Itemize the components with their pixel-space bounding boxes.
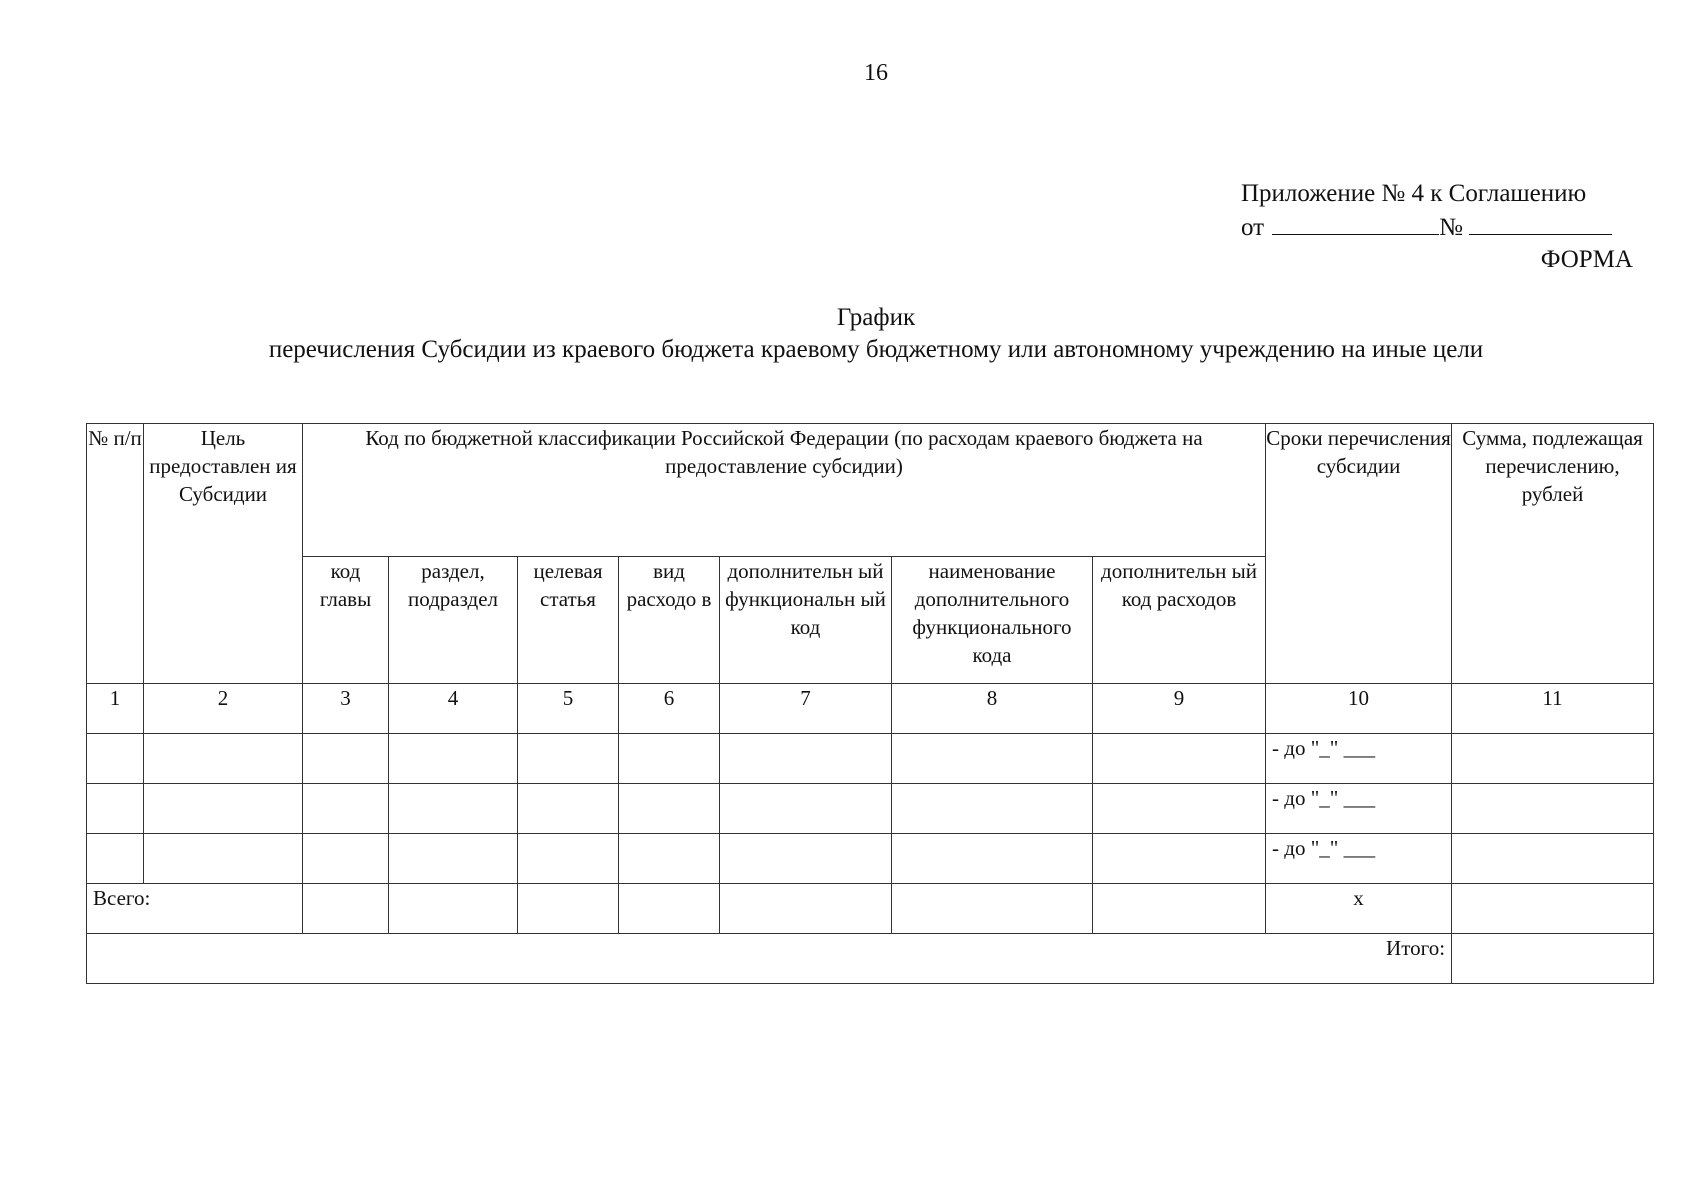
- header-chapter-code: код главы: [303, 557, 389, 684]
- cell: [389, 884, 518, 934]
- cell: [1452, 834, 1654, 884]
- cell: [720, 784, 892, 834]
- cell: [303, 834, 389, 884]
- total-label: Всего:: [87, 884, 303, 934]
- cell: [303, 884, 389, 934]
- appendix-title: Приложение № 4 к Соглашению: [1241, 180, 1587, 207]
- form-label: ФОРМА: [1540, 246, 1633, 273]
- cell: [619, 834, 720, 884]
- grand-total-amount-cell: [1452, 934, 1654, 984]
- cell: [720, 884, 892, 934]
- cell: [87, 834, 144, 884]
- total-row: [87, 884, 1654, 934]
- agreement-date-label: от: [1241, 214, 1265, 241]
- cell: [144, 784, 303, 834]
- cell: [144, 734, 303, 784]
- column-number: 9: [1093, 684, 1266, 734]
- cell: [87, 734, 144, 784]
- header-target-article: целевая статья: [518, 557, 619, 684]
- cell: [303, 734, 389, 784]
- column-number: 3: [303, 684, 389, 734]
- cell: [720, 734, 892, 784]
- cell: [303, 784, 389, 834]
- appendix-header: [1241, 178, 1641, 276]
- column-number: 5: [518, 684, 619, 734]
- header-section: раздел, подраздел: [389, 557, 518, 684]
- header-additional-functional-code: дополнительн ый функциональн ый код: [720, 557, 892, 684]
- grand-total-row: [87, 934, 1654, 984]
- cell: [518, 784, 619, 834]
- header-expense-type: вид расходо в: [619, 557, 720, 684]
- cell: [619, 884, 720, 934]
- table-header-row: [87, 424, 1654, 557]
- cell: [389, 784, 518, 834]
- cell: [892, 734, 1093, 784]
- agreement-reference-line: [1241, 210, 1641, 244]
- cell: [87, 784, 144, 834]
- column-number-row: [87, 684, 1654, 734]
- table-row: [87, 734, 1654, 784]
- cell: [389, 734, 518, 784]
- cell: [619, 734, 720, 784]
- cell: [1452, 734, 1654, 784]
- cell: [518, 834, 619, 884]
- cell: [1093, 784, 1266, 834]
- total-term-mark: х: [1266, 884, 1452, 934]
- cell: [892, 884, 1093, 934]
- cell: [892, 834, 1093, 884]
- column-number: 10: [1266, 684, 1452, 734]
- cell: [892, 784, 1093, 834]
- document-subtitle: перечисления Субсидии из краевого бюджета краевому бюджетному или автономному учреждению на иные цели: [268, 336, 1484, 363]
- cell: [720, 834, 892, 884]
- agreement-number-label: №: [1439, 214, 1463, 241]
- payment-schedule-table: [86, 423, 1654, 984]
- table-row: [87, 834, 1654, 884]
- total-amount-cell: [1452, 884, 1654, 934]
- page-number: 16: [864, 60, 888, 86]
- cell: [518, 734, 619, 784]
- column-number: 1: [87, 684, 144, 734]
- column-number: 4: [389, 684, 518, 734]
- cell: [1093, 884, 1266, 934]
- document-title: График: [836, 304, 916, 331]
- cell: [389, 834, 518, 884]
- header-amount: Сумма, подлежащая перечислению, рублей: [1452, 424, 1654, 684]
- cell: [619, 784, 720, 834]
- header-transfer-terms: Сроки перечисления субсидии: [1266, 424, 1452, 684]
- header-additional-functional-code-name: наименование дополнительного функционального кода: [892, 557, 1093, 684]
- transfer-term-cell: - до "_" ___: [1266, 834, 1452, 884]
- header-number: № п/п: [87, 424, 144, 684]
- agreement-date-blank: [1272, 210, 1439, 235]
- cell: [518, 884, 619, 934]
- column-number: 8: [892, 684, 1093, 734]
- column-number: 7: [720, 684, 892, 734]
- transfer-term-cell: - до "_" ___: [1266, 784, 1452, 834]
- table-row: [87, 784, 1654, 834]
- header-additional-expense-code: дополнительн ый код расходов: [1093, 557, 1266, 684]
- grand-total-label: Итого:: [87, 934, 1452, 984]
- transfer-term-cell: - до "_" ___: [1266, 734, 1452, 784]
- cell: [1093, 834, 1266, 884]
- agreement-number-blank: [1469, 210, 1612, 235]
- cell: [1093, 734, 1266, 784]
- cell: [144, 834, 303, 884]
- column-number: 2: [144, 684, 303, 734]
- column-number: 11: [1452, 684, 1654, 734]
- column-number: 6: [619, 684, 720, 734]
- header-purpose: Цель предоставлен ия Субсидии: [144, 424, 303, 684]
- cell: [1452, 784, 1654, 834]
- header-budget-code-group: Код по бюджетной классификации Российской Федерации (по расходам краевого бюджета на предоставление субсидии): [303, 424, 1266, 557]
